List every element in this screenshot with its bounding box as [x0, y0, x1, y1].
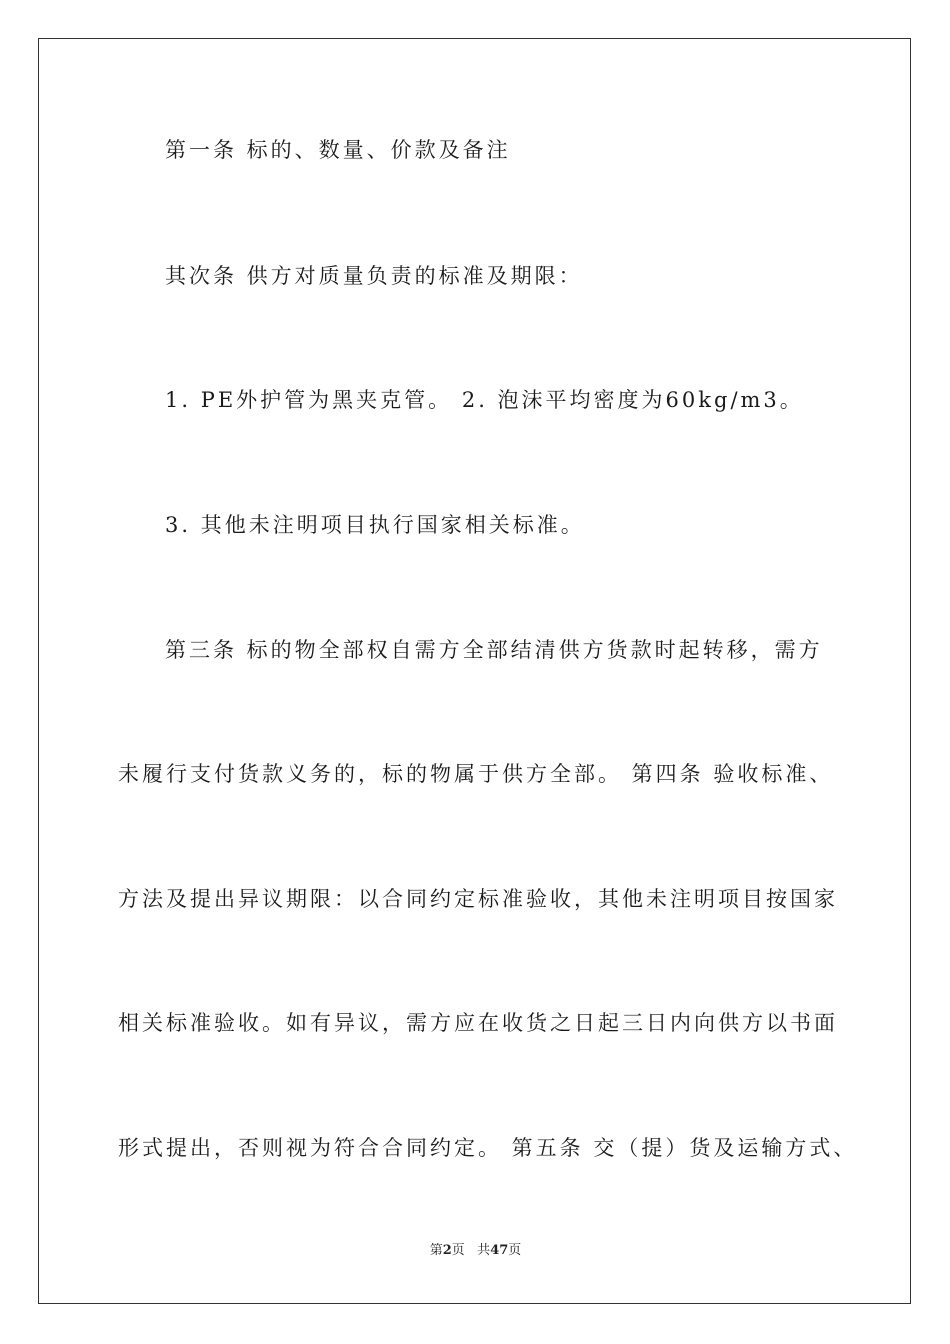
clause-3-line-2: 未履行支付货款义务的，标的物属于供方全部。 第四条 验收标准、 — [118, 762, 834, 786]
clause-4-line-1: 方法及提出异议期限：以合同约定标准验收，其他未注明项目按国家 — [118, 887, 838, 911]
page-number: 2 — [442, 1243, 452, 1258]
page-footer — [39, 1242, 912, 1260]
clause-4-line-2: 相关标准验收。如有异议，需方应在收货之日起三日内向供方以书面 — [118, 1011, 838, 1035]
clause-2-item-3: 3. 其他未注明项目执行国家相关标准。 — [165, 513, 585, 537]
total-pages: 47 — [490, 1243, 509, 1258]
clause-2-heading: 其次条 供方对质量负责的标准及期限： — [165, 264, 583, 288]
total-prefix: 共 — [477, 1243, 491, 1258]
page-prefix: 第 — [429, 1243, 443, 1258]
clause-2-item-1-2: 1. PE外护管为黑夹克管。 2. 泡沫平均密度为60kg/m3。 — [165, 388, 804, 412]
clause-3-line-1: 第三条 标的物全部权自需方全部结清供方货款时起转移，需方 — [165, 638, 823, 662]
page-suffix: 页 — [451, 1243, 465, 1258]
page-frame — [38, 38, 911, 1304]
total-suffix: 页 — [508, 1243, 522, 1258]
clause-4-line-3: 形式提出，否则视为符合合同约定。 第五条 交（提）货及运输方式、 — [118, 1136, 858, 1160]
clause-1-heading: 第一条 标的、数量、价款及备注 — [165, 138, 511, 162]
